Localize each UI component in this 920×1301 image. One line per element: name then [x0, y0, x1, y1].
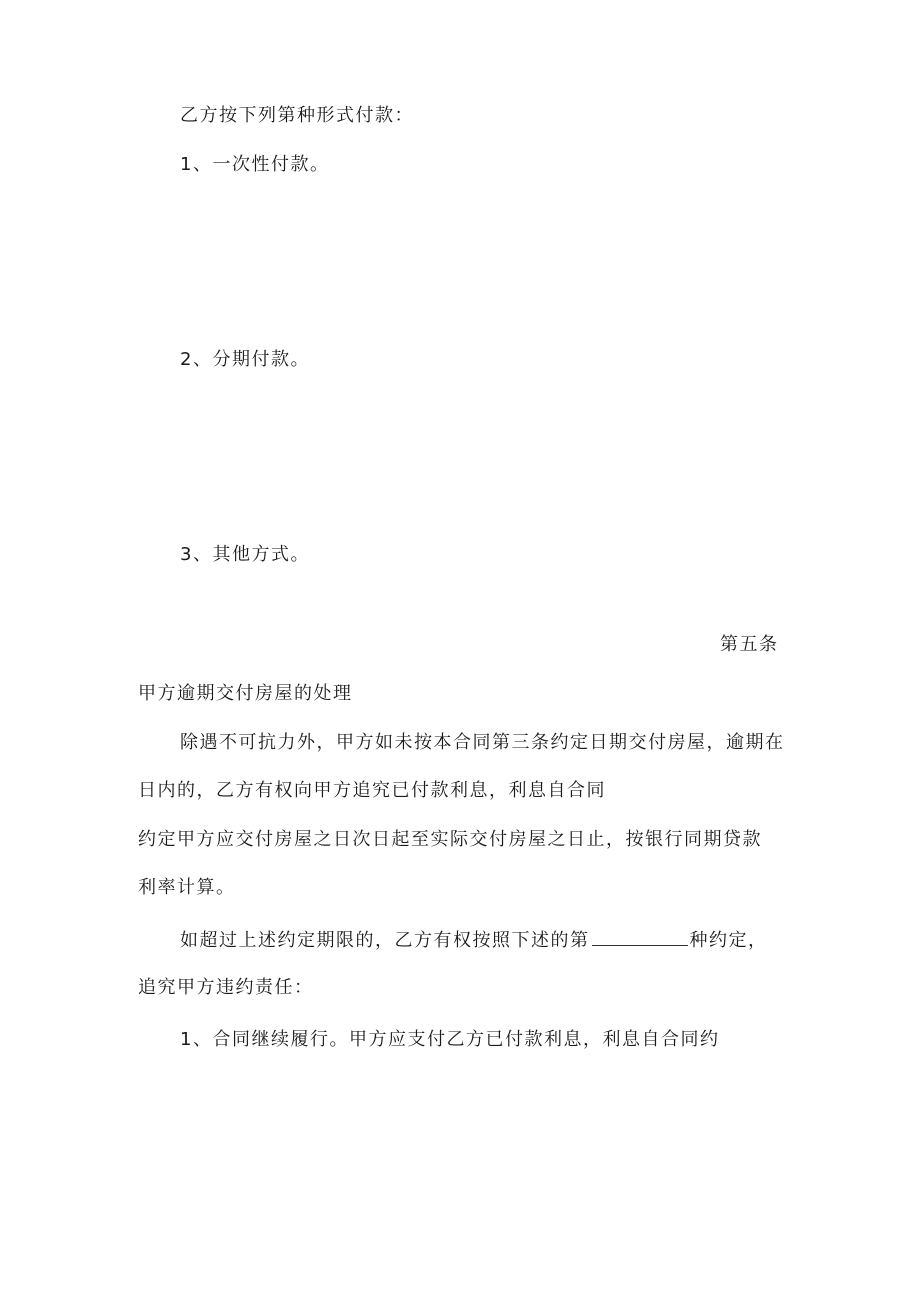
fill-in-blank: [592, 927, 688, 946]
paragraph-1-line-2: 日内的，乙方有权向甲方追究已付款利息，利息自合同: [138, 780, 606, 801]
payment-option-1: 1、一次性付款。: [180, 154, 330, 175]
article-number: 第五条: [720, 634, 779, 655]
paragraph-1-line-1: 除遇不可抗力外，甲方如未按本合同第三条约定日期交付房屋，逾期在: [180, 732, 785, 753]
paragraph-2-text-end: 种约定，: [689, 930, 768, 951]
article-title: 甲方逾期交付房屋的处理: [138, 683, 353, 704]
payment-option-3: 3、其他方式。: [180, 544, 310, 565]
clause-1: 1、合同继续履行。甲方应支付乙方已付款利息，利息自合同约: [180, 1029, 720, 1050]
payment-intro: 乙方按下列第种形式付款：: [180, 105, 414, 126]
paragraph-2-line-2: 追究甲方违约责任：: [138, 977, 314, 998]
paragraph-2-text-start: 如超过上述约定期限的，乙方有权按照下述的第: [180, 930, 590, 951]
paragraph-2-line-1: [180, 927, 768, 953]
paragraph-1-line-4: 利率计算。: [138, 877, 236, 898]
paragraph-1-line-3: 约定甲方应交付房屋之日次日起至实际交付房屋之日止，按银行同期贷款: [138, 829, 762, 850]
payment-option-2: 2、分期付款。: [180, 349, 310, 370]
